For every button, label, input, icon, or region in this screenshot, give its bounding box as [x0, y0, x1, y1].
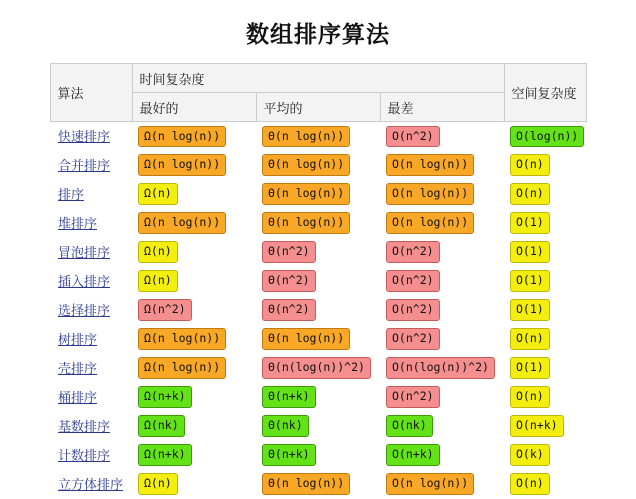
table-row [50, 180, 586, 209]
algorithm-name-cell [50, 296, 132, 325]
complexity-chip: Θ(n log(n)) [262, 473, 350, 495]
header-time-complexity: 时间复杂度 [132, 64, 504, 93]
complexity-chip: Ω(n) [138, 241, 178, 263]
algorithm-link[interactable]: 树排序 [58, 332, 98, 347]
average-complexity-cell [256, 470, 380, 499]
complexity-chip: O(nk) [386, 415, 433, 437]
best-complexity-cell [132, 238, 256, 267]
space-complexity-cell [504, 470, 586, 499]
complexity-chip: O(n+k) [510, 415, 564, 437]
algorithm-name-cell [50, 470, 132, 499]
header-row-group [50, 64, 586, 93]
complexity-chip: O(n log(n)) [386, 212, 474, 234]
worst-complexity-cell [380, 441, 504, 470]
complexity-chip: O(n log(n)) [386, 183, 474, 205]
complexity-chip: O(1) [510, 212, 550, 234]
complexity-chip: Θ(n+k) [262, 444, 316, 466]
average-complexity-cell [256, 296, 380, 325]
worst-complexity-cell [380, 122, 504, 151]
algorithm-name-cell [50, 238, 132, 267]
page-title: 数组排序算法 [246, 21, 390, 47]
table-row [50, 209, 586, 238]
header-algorithm: 算法 [50, 64, 132, 122]
algorithm-link[interactable]: 壳排序 [58, 361, 98, 376]
complexity-chip: O(n) [510, 183, 550, 205]
table-row [50, 412, 586, 441]
best-complexity-cell [132, 441, 256, 470]
complexity-chip: Θ(n+k) [262, 386, 316, 408]
space-complexity-cell [504, 296, 586, 325]
algorithm-name-cell [50, 180, 132, 209]
complexity-chip: O(n log(n)) [386, 473, 474, 495]
table-header [50, 64, 586, 122]
sorting-complexity-table [50, 63, 587, 499]
algorithm-link[interactable]: 立方体排序 [58, 477, 124, 492]
best-complexity-cell [132, 354, 256, 383]
algorithm-link[interactable]: 桶排序 [58, 390, 98, 405]
table-row [50, 267, 586, 296]
complexity-chip: O(log(n)) [510, 126, 584, 148]
average-complexity-cell [256, 209, 380, 238]
algorithm-name-cell [50, 354, 132, 383]
table-row [50, 122, 586, 151]
algorithm-name-cell [50, 151, 132, 180]
space-complexity-cell [504, 238, 586, 267]
complexity-chip: Θ(n^2) [262, 299, 316, 321]
complexity-chip: O(n) [510, 473, 550, 495]
complexity-chip: Ω(n log(n)) [138, 212, 226, 234]
average-complexity-cell [256, 383, 380, 412]
complexity-chip: Ω(n log(n)) [138, 357, 226, 379]
worst-complexity-cell [380, 209, 504, 238]
complexity-chip: O(n^2) [386, 241, 440, 263]
worst-complexity-cell [380, 412, 504, 441]
complexity-chip: Θ(n log(n)) [262, 328, 350, 350]
table-row [50, 354, 586, 383]
complexity-chip: Ω(n) [138, 183, 178, 205]
algorithm-link[interactable]: 合并排序 [58, 158, 111, 173]
complexity-chip: O(n^2) [386, 328, 440, 350]
space-complexity-cell [504, 151, 586, 180]
complexity-chip: Θ(n^2) [262, 270, 316, 292]
algorithm-name-cell [50, 383, 132, 412]
worst-complexity-cell [380, 325, 504, 354]
table-row [50, 441, 586, 470]
algorithm-name-cell [50, 267, 132, 296]
average-complexity-cell [256, 122, 380, 151]
complexity-chip: Θ(n log(n)) [262, 154, 350, 176]
table-row [50, 296, 586, 325]
space-complexity-cell [504, 441, 586, 470]
complexity-chip: Ω(n) [138, 473, 178, 495]
best-complexity-cell [132, 122, 256, 151]
complexity-chip: Θ(n^2) [262, 241, 316, 263]
algorithm-link[interactable]: 计数排序 [58, 448, 111, 463]
best-complexity-cell [132, 470, 256, 499]
header-worst: 最差 [380, 93, 504, 122]
algorithm-link[interactable]: 选择排序 [58, 303, 111, 318]
best-complexity-cell [132, 383, 256, 412]
complexity-chip: Ω(n+k) [138, 444, 192, 466]
algorithm-link[interactable]: 基数排序 [58, 419, 111, 434]
complexity-chip: Ω(n+k) [138, 386, 192, 408]
worst-complexity-cell [380, 354, 504, 383]
complexity-chip: O(1) [510, 357, 550, 379]
complexity-chip: Θ(n log(n)) [262, 126, 350, 148]
complexity-chip: Θ(n log(n)) [262, 212, 350, 234]
table-body [50, 122, 586, 499]
complexity-chip: O(n^2) [386, 386, 440, 408]
complexity-chip: O(n log(n)) [386, 154, 474, 176]
complexity-chip: O(n+k) [386, 444, 440, 466]
worst-complexity-cell [380, 238, 504, 267]
complexity-chip: Ω(nk) [138, 415, 185, 437]
algorithm-link[interactable]: 快速排序 [58, 129, 111, 145]
algorithm-name-cell [50, 412, 132, 441]
algorithm-link[interactable]: 堆排序 [58, 216, 98, 231]
best-complexity-cell [132, 151, 256, 180]
average-complexity-cell [256, 441, 380, 470]
complexity-chip: O(1) [510, 241, 550, 263]
worst-complexity-cell [380, 470, 504, 499]
best-complexity-cell [132, 180, 256, 209]
average-complexity-cell [256, 325, 380, 354]
complexity-chip: O(n) [510, 328, 550, 350]
complexity-chip: Ω(n log(n)) [138, 126, 226, 148]
average-complexity-cell [256, 267, 380, 296]
complexity-chip: O(n) [510, 386, 550, 408]
best-complexity-cell [132, 267, 256, 296]
complexity-chip: O(n^2) [386, 126, 440, 148]
algorithm-link[interactable]: 插入排序 [58, 274, 111, 289]
table-row [50, 238, 586, 267]
complexity-chip: O(k) [510, 444, 550, 466]
worst-complexity-cell [380, 296, 504, 325]
complexity-chip: O(n(log(n))^2) [386, 357, 495, 379]
space-complexity-cell [504, 122, 586, 151]
best-complexity-cell [132, 296, 256, 325]
header-space-complexity: 空间复杂度 [504, 64, 586, 122]
best-complexity-cell [132, 325, 256, 354]
table-row [50, 470, 586, 499]
complexity-chip: O(1) [510, 299, 550, 321]
complexity-chip: O(n^2) [386, 270, 440, 292]
complexity-chip: O(n^2) [386, 299, 440, 321]
algorithm-name-cell [50, 325, 132, 354]
complexity-chip: Ω(n) [138, 270, 178, 292]
complexity-chip: O(n) [510, 154, 550, 176]
average-complexity-cell [256, 354, 380, 383]
average-complexity-cell [256, 412, 380, 441]
worst-complexity-cell [380, 180, 504, 209]
complexity-chip: Ω(n^2) [138, 299, 192, 321]
complexity-chip: O(1) [510, 270, 550, 292]
worst-complexity-cell [380, 383, 504, 412]
header-best: 最好的 [132, 93, 256, 122]
best-complexity-cell [132, 209, 256, 238]
average-complexity-cell [256, 180, 380, 209]
space-complexity-cell [504, 325, 586, 354]
header-average: 平均的 [256, 93, 380, 122]
complexity-chip: Θ(n(log(n))^2) [262, 357, 371, 379]
space-complexity-cell [504, 383, 586, 412]
best-complexity-cell [132, 412, 256, 441]
algorithm-name-cell [50, 122, 132, 151]
space-complexity-cell [504, 267, 586, 296]
average-complexity-cell [256, 238, 380, 267]
complexity-chip: Θ(nk) [262, 415, 309, 437]
average-complexity-cell [256, 151, 380, 180]
complexity-chip: Θ(n log(n)) [262, 183, 350, 205]
table-row [50, 325, 586, 354]
algorithm-link[interactable]: 排序 [58, 187, 85, 202]
table-row [50, 383, 586, 412]
algorithm-link[interactable]: 冒泡排序 [58, 245, 111, 260]
complexity-chip: Ω(n log(n)) [138, 154, 226, 176]
space-complexity-cell [504, 209, 586, 238]
table-row [50, 151, 586, 180]
space-complexity-cell [504, 354, 586, 383]
space-complexity-cell [504, 180, 586, 209]
complexity-chip: Ω(n log(n)) [138, 328, 226, 350]
space-complexity-cell [504, 412, 586, 441]
algorithm-name-cell [50, 441, 132, 470]
algorithm-name-cell [50, 209, 132, 238]
worst-complexity-cell [380, 267, 504, 296]
worst-complexity-cell [380, 151, 504, 180]
